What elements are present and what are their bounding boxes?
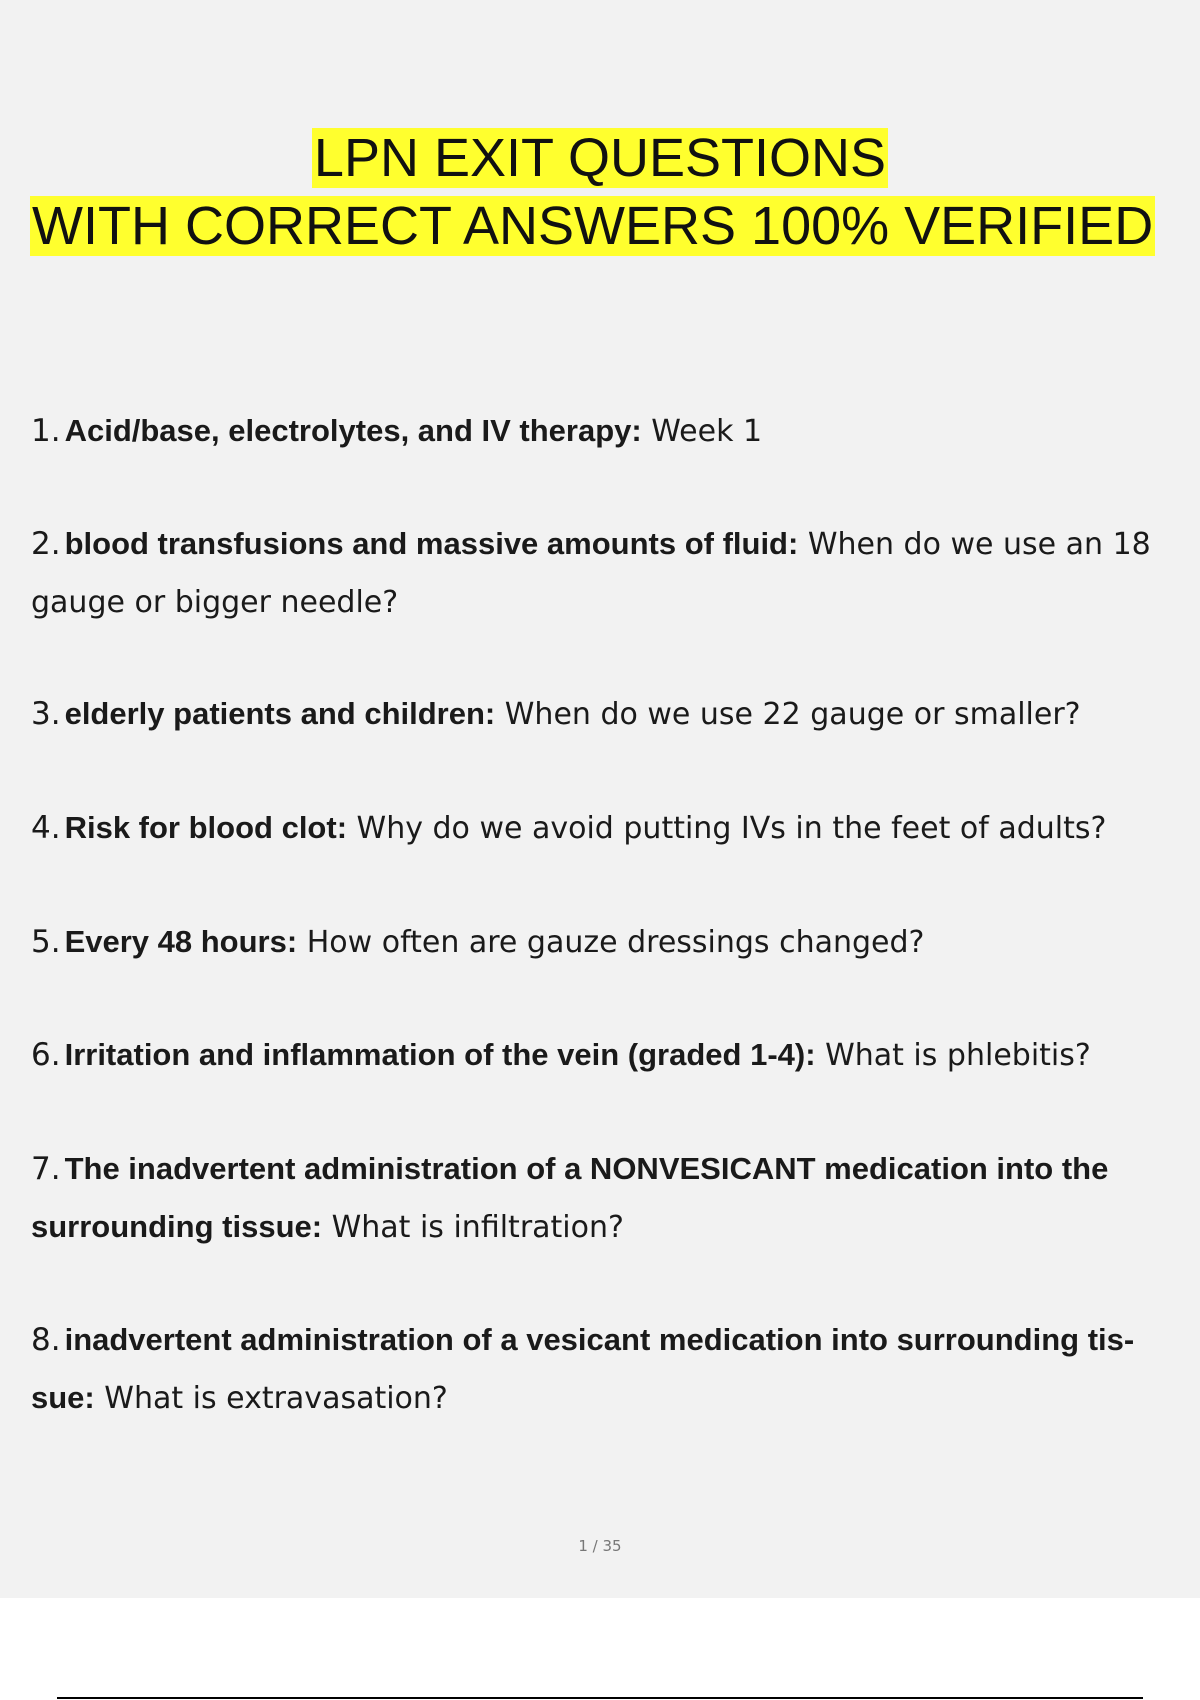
qa-item [31, 1140, 1181, 1256]
qa-number: 8. [31, 1322, 61, 1358]
qa-definition: Week 1 [641, 414, 763, 449]
qa-term: Acid/base, electrolytes, and IV therapy: [64, 413, 642, 448]
page-indicator: 1 / 35 [578, 1537, 622, 1555]
qa-item [31, 1026, 1181, 1084]
qa-definition: What is infiltration? [322, 1210, 624, 1245]
qa-number: 5. [31, 924, 61, 960]
qa-item [31, 799, 1181, 857]
qa-item [31, 913, 1181, 971]
qa-term: blood transfusions and massive amounts of fluid: [64, 526, 799, 561]
qa-term: Irritation and inflammation of the vein (graded 1-4): [64, 1037, 816, 1072]
qa-number: 1. [31, 413, 61, 449]
qa-definition: What is phlebitis? [815, 1038, 1091, 1073]
qa-item [31, 1311, 1181, 1427]
qa-term: Every 48 hours: [64, 924, 298, 959]
title-line-1 [0, 124, 1200, 192]
qa-term: elderly patients and children: [64, 696, 496, 731]
title-line-1-text: LPN EXIT QUESTIONS [313, 128, 887, 188]
qa-item [31, 515, 1181, 631]
page-divider [57, 1697, 1143, 1699]
qa-term: inadvertent administration of a vesicant medication into surrounding tis- sue: [31, 1322, 1135, 1415]
qa-definition: What is extravasation? [94, 1381, 448, 1416]
qa-definition: How often are gauze dressings changed? [297, 925, 925, 960]
qa-definition: Why do we avoid putting IVs in the feet of adults? [347, 811, 1107, 846]
qa-definition: When do we use 22 gauge or smaller? [495, 697, 1081, 732]
qa-item [31, 402, 1181, 460]
title-line-2-text: WITH CORRECT ANSWERS 100% VERIFIED [32, 196, 1154, 256]
qa-number: 4. [31, 810, 61, 846]
qa-item [31, 685, 1181, 743]
qa-term: Risk for blood clot: [64, 810, 348, 845]
qa-number: 7. [31, 1151, 61, 1187]
qa-number: 2. [31, 526, 61, 562]
qa-definition: When do we use an 18 gauge or bigger needle? [31, 527, 1151, 620]
title-line-2 [0, 192, 1200, 260]
document-title [0, 124, 1200, 260]
qa-number: 6. [31, 1037, 61, 1073]
qa-term: The inadvertent administration of a NONVESICANT medication into the surrounding tissue: [31, 1151, 1109, 1244]
qa-number: 3. [31, 696, 61, 732]
